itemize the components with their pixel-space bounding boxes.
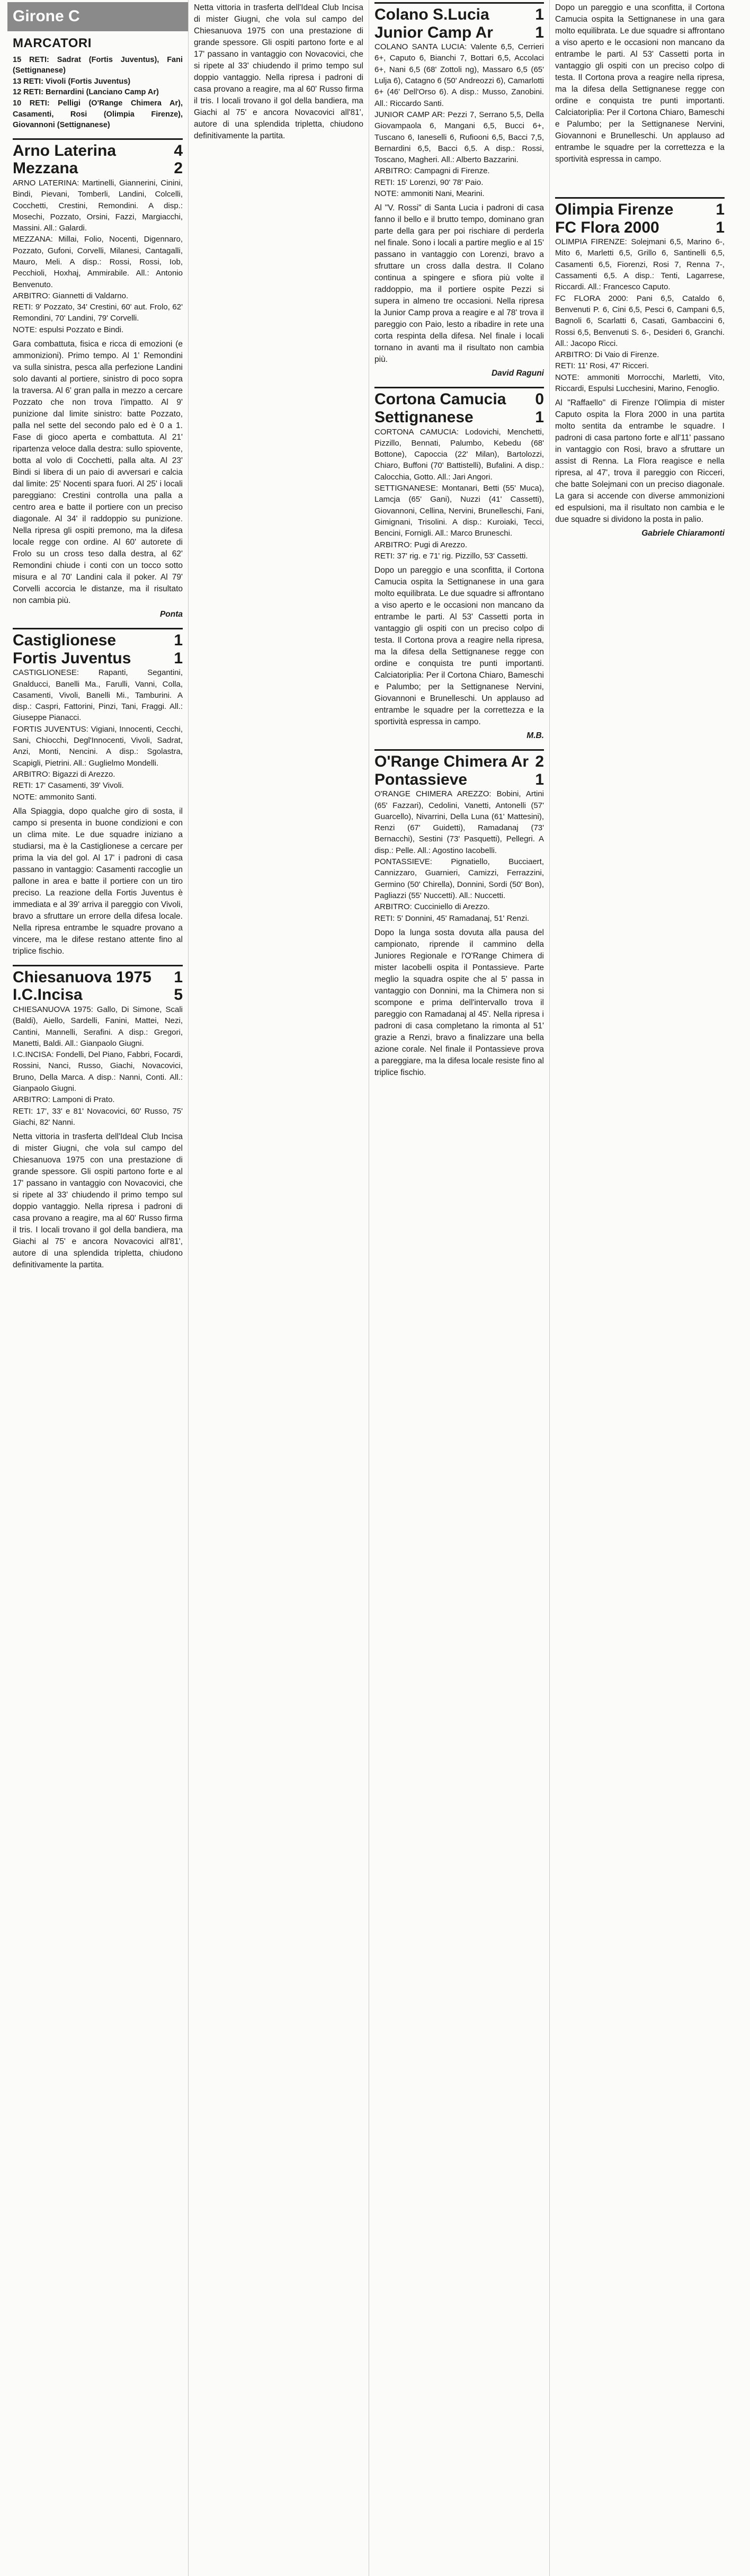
home-team: Castiglionese [13, 632, 117, 650]
home-team: Chiesanuova 1975 [13, 968, 151, 986]
home-team: Arno Laterina [13, 141, 117, 159]
byline: David Raguni [491, 369, 544, 378]
column-1 [7, 0, 188, 2576]
match-article: Alla Spiaggia, dopo qualche giro di sosta, il campo si presenta in buone condizioni e con un clima mite. Le due squadre iniziano a studiarsi, ma è la Castiglionese a cercare per prima la via del gol. Al 17' i padroni di casa passano in vantaggio: Casamenti raccoglie un pallone in area e batte il portiere con un tiro preciso. La reazione della Fortis Juventus è immediata e al 39' arriva il pareggio con Vivoli, bravo a sfruttare un errore della difesa locale. Nella ripresa entrambe le squadre provano a vincere, ma le difese restano attente fino al triplice fischio. [13, 806, 183, 956]
home-score: 1 [535, 6, 544, 23]
lineup-line: CORTONA CAMUCIA: Lodovichi, Menchetti, Pizzillo, Bennati, Palumbo, Kebedu (68' Bottone), Capoccia (22' Milan), Bartolozzi, Chiaro, Buffoni (70' Battistelli), Bufalini. A disp.: Calocchia, Gotto. All.: Jari Angori. [374, 427, 544, 482]
match-score [374, 387, 544, 426]
away-team: FC Flora 2000 [555, 218, 659, 236]
lineup-line: RETI: 17' Casamenti, 39' Vivoli. [13, 781, 124, 790]
home-score: 1 [174, 632, 183, 650]
home-team: Olimpia Firenze [555, 201, 674, 218]
scorers-line: 13 RETI: Vivoli (Fortis Juventus) [13, 77, 131, 86]
lineup-line: NOTE: ammonito Santi. [13, 792, 97, 802]
lineup-line: PONTASSIEVE: Pignatiello, Bucciaert, Cannizzaro, Guarnieri, Camizzi, Ferrazzini, Germino (50' Chirella), Donnini, Sordi (50' Bon), Pagliazzi (55' Nuccetti). All.: Nuccetti. [374, 857, 544, 900]
lineup-line: JUNIOR CAMP AR: Pezzi 7, Serrano 5,5, Della Giovampaola 6, Mangani 6,5, Bucci 6+, Tuscano 6, Ianeselli 6, Rufiooni 6,5, Bacci 7,5, Bernardini 6,5, Bacci 6,5. A disp.: Rossi, Toscano, Magheri. All.: Alberto Bazzarini. [374, 110, 544, 165]
match-score [374, 749, 544, 788]
match-report [555, 197, 725, 539]
lineups [374, 41, 544, 199]
home-team: O'Range Chimera Ar [374, 753, 529, 771]
lineup-line: NOTE: ammoniti Nani, Mearini. [374, 189, 485, 199]
home-score: 1 [174, 968, 183, 986]
lineup-line: RETI: 15' Lorenzi, 90' 78' Paio. [374, 177, 484, 187]
byline: Ponta [159, 610, 183, 619]
lineup-line: ARBITRO: Di Vaio di Firenze. [555, 350, 659, 360]
continued-article: Dopo un pareggio e una sconfitta, il Cortona Camucia ospita la Settignanese in una gara molto equilibrata. Le due squadre si affrontano a viso aperto e le occasioni non mancano da entrambe le parti. Al 53' Cassetti porta in vantaggio gli ospiti con un preciso colpo di testa. Il Cortona prova a reagire nella ripresa, ma la difesa della Settignanese regge con ordine e conquista tre punti importanti. Calciatoriplia: Per il Cortona Chiaro, Bameschi e Palumbo; per la Settignanese Nervini, Giovannoni e Brunelleschi. Un applauso ad entrambe le squadre per la correttezza e la sportività espressa in campo. [555, 3, 725, 164]
lineups [555, 236, 725, 394]
byline: Gabriele Chiaramonti [641, 529, 725, 538]
lineups [13, 177, 183, 335]
away-score: 1 [535, 770, 544, 788]
home-score: 1 [716, 201, 725, 218]
column-4 [549, 0, 730, 2576]
lineup-line: ARNO LATERINA: Martinelli, Giannerini, Cinini, Bindi, Pievani, Tomberli, Landini, Colcelli, Cocchetti, Crestini, Remondini. A disp.: Mosechi, Pozzato, Orsini, Fazzi, Margiacchi, Massini. All.: Galardi. [13, 178, 183, 233]
column-2 [188, 0, 369, 2576]
section-banner: Girone C [7, 2, 188, 31]
away-score: 5 [174, 986, 183, 1004]
lineup-line: RETI: 17', 33' e 81' Novacovici, 60' Russo, 75' Giachi, 82' Nanni. [13, 1106, 183, 1127]
lineups [374, 427, 544, 562]
lineup-line: SETTIGNANESE: Montanari, Betti (55' Muca), Lamcja (65' Gani), Nuzzi (41' Cassetti), Giovannoni, Cellina, Nervini, Brunelleschi, Fani, Gimignani, Trisolini. A disp.: Kuroiaki, Tecci, Bencini, Fornigli. All.: Marco Bruneschi. [374, 484, 544, 538]
column-3 [369, 0, 549, 2576]
away-team: Pontassieve [374, 770, 468, 788]
match-article: Dopo un pareggio e una sconfitta, il Cortona Camucia ospita la Settignanese in una gara molto equilibrata. Le due squadre si affrontano a viso aperto e le occasioni non mancano da entrambe le parti. Al 53' Cassetti porta in vantaggio gli ospiti con un preciso colpo di testa. Il Cortona prova a reagire nella ripresa, ma la difesa della Settignanese regge con ordine e conquista tre punti importanti. Calciatoriplia: Per il Cortona Chiaro, Bameschi e Palumbo; per la Settignanese Nervini, Giovannoni e Brunelleschi. Un applauso ad entrambe le squadre per la correttezza e la sportività espressa in campo. [374, 566, 544, 727]
lineup-line: ARBITRO: Giannetti di Valdarno. [13, 291, 129, 300]
away-score: 1 [174, 649, 183, 667]
match-report [13, 965, 183, 1271]
away-team: Mezzana [13, 159, 78, 177]
lineup-line: RETI: 9' Pozzato, 34' Crestini, 60' aut. Frolo, 62' Remondini, 70' Landini, 79' Corvelli. [13, 303, 183, 323]
away-team: I.C.Incisa [13, 986, 83, 1004]
scorers-title: MARCATORI [13, 35, 92, 50]
home-score: 0 [535, 390, 544, 408]
scorers-box [13, 34, 183, 131]
home-team: Cortona Camucia [374, 390, 506, 408]
match-article: Al "V. Rossi" di Santa Lucia i padroni di casa fanno il bello e il brutto tempo, dominano gran parte della gara per poi rischiare di perderla nel finale. Sono i locali a partire meglio e al 15' passano in vantaggio con Lorenzi, bravo a sfruttare un cross dalla destra. Il Colano continua a spingere e sfiora più volte il raddoppio, ma il portiere ospite Pezzi si supera in almeno tre occasioni. Nella ripresa la Junior Camp prova a reagire e al 78' trova il pareggio con Paio, lesto a ribadire in rete una corta respinta della difesa. Nel finale i locali tornano in avanti ma il risultato non cambia più. [374, 203, 544, 365]
match-report [374, 749, 544, 1079]
lineup-line: OLIMPIA FIRENZE: Solejmani 6,5, Marino 6-, Mito 6, Marletti 6,5, Grillo 6, Santinelli 6,5, Casamenti 6,5, Fiorenzi, Rosi 7, Renna 7-, Cassamenti 6,5. A disp.: Tenti, Lagarrese, Riccardi. All.: Francesco Caputo. [555, 237, 725, 292]
home-team: Colano S.Lucia [374, 6, 489, 23]
lineups [13, 1004, 183, 1128]
lineup-line: ARBITRO: Bigazzi di Arezzo. [13, 769, 115, 779]
lineup-line: I.C.INCISA: Fondelli, Del Piano, Fabbri, Focardi, Rossini, Nanci, Russo, Giachi, Novacovici, Bruno, Della Marca. A disp.: Nanni, Conti. All.: Gianpaolo Giugni. [13, 1050, 183, 1094]
away-team: Junior Camp Ar [374, 23, 493, 41]
lineup-line: ARBITRO: Lamponi di Prato. [13, 1095, 115, 1105]
away-team: Fortis Juventus [13, 649, 131, 667]
match-score [13, 138, 183, 177]
lineup-line: ARBITRO: Cucciniello di Arezzo. [374, 902, 490, 912]
match-article: Dopo la lunga sosta dovuta alla pausa del campionato, riprende il cammino della Juniores Regionale e l'O'Range Chimera di mister Iacobelli ospita il Pontassieve. Parte meglio la squadra ospite che al 5' passa in vantaggio con Donnini, ma la Chimera non si scompone e prima dell'intervallo trova il pareggio con Ramadanaj al 45'. Nella ripresa i padroni di casa completano la rimonta al 51' grazie a Renzi, bravo a finalizzare una bella azione corale. Nel finale il Pontassieve prova a pareggiare, ma la difesa locale resiste fino al triplice fischio. [374, 928, 544, 1077]
match-report [13, 138, 183, 620]
match-article: Al "Raffaello" di Firenze l'Olimpia di mister Caputo ospita la Flora 2000 in una partita molto sentita da entrambe le squadre. I padroni di casa partono forte e all'11' passano in vantaggio con Rosi, bravo a sfruttare un assist di Renna. La Flora reagisce e nella ripresa, al 47', trova il pareggio con Ricceri, che batte Solejmani con un preciso diagonale. La gara si accende con diverse ammonizioni ed espulsioni, ma il risultato non cambia e le due squadre si dividono la posta in palio. [555, 398, 725, 525]
away-score: 1 [716, 218, 725, 236]
lineup-line: CASTIGLIONESE: Rapanti, Segantini, Gnalducci, Banelli Ma., Farulli, Vanni, Colla, Casamenti, Vivoli, Banelli Mi., Tamburini. A disp.: Caspri, Fattorini, Pinzi, Tani, Fraggi. All.: Giuseppe Pianacci. [13, 668, 183, 723]
lineup-line: COLANO SANTA LUCIA: Valente 6,5, Cerrieri 6+, Caputo 6, Bianchi 7, Bottari 6,5, Accolaci 6+, Nani 6,5 (68' Zottoli ng), Massaro 6,5 (65' Lulja 6), Catagno 6 (50' Andreozzi 6), Camarlotti 6+ (46' Dell'Orso 6). A disp.: Musso, Zanobini. All.: Riccardo Santi. [374, 42, 544, 108]
lineup-line: MEZZANA: Millai, Folio, Nocenti, Digennaro, Pozzato, Gufoni, Corvelli, Milanesi, Cantagalli, Mauro, Meli. A disp.: Rossi, Rossi, Iob, Pecchioli, Hoxhaj, Ammirabile. All.: Antonio Benvenuto. [13, 235, 183, 289]
away-score: 1 [535, 23, 544, 41]
lineup-line: RETI: 5' Donnini, 45' Ramadanaj, 51' Renzi. [374, 913, 530, 923]
lineup-line: ARBITRO: Campagni di Firenze. [374, 166, 490, 176]
match-article: Netta vittoria in trasferta dell'Ideal Club Incisa di mister Giugni, che vola sul campo del Chiesanuova 1975 con una prestazione di grande spessore. Gli ospiti partono forte e al 17' passano in vantaggio con Novacovici, che si ripete al 33' chiudendo il primo tempo sul doppio vantaggio. Nella ripresa i padroni di casa provano a reagire, ma al 60' Russo firma il tris. I locali trovano il gol della bandiera, ma Giachi al 75' e ancora Novacovici all'81', autore di una splendida tripletta, chiudono definitivamente la partita. [13, 1132, 183, 1270]
away-score: 1 [535, 408, 544, 426]
lineup-line: NOTE: ammoniti Morrocchi, Marletti, Vito, Riccardi, Espulsi Lucchesini, Marino, Fenoglio. [555, 372, 725, 394]
home-score: 4 [174, 141, 183, 159]
match-score [555, 197, 725, 236]
lineup-line: O'RANGE CHIMERA AREZZO: Bobini, Artini (65' Fazzari), Cedolini, Vanetti, Antonelli (57' Guarcello), Nivarrini, Della Luna (61' Mattesini), Renzi (67' Guidetti), Ramadanaj (73' Bernacchi), Sestini (73' Pasquetti), Pellegri. A disp.: Pelle. All.: Agostino Iacobelli. [374, 789, 544, 855]
match-score [13, 965, 183, 1004]
away-score: 2 [174, 159, 183, 177]
lineups [13, 667, 183, 803]
scorers-line: 10 RETI: Pelligi (O'Range Chimera Ar), Casamenti, Rosi (Olimpia Firenze), Giovannoni (Settignanese) [13, 99, 183, 130]
scorers-line: 12 RETI: Bernardini (Lanciano Camp Ar) [13, 88, 159, 97]
match-article: Gara combattuta, fisica e ricca di emozioni (e ammonizioni). Primo tempo. Al 1' Remondini va sulla sinistra, pesca alla perfezione Landini solo davanti al portiere, sinistro di poco sopra la traversa. Al 6' gran palla in mezzo a cercare Pozzato che non trova l'impatto. Al 9' punizione dal limite sinistro: batte Pozzato, palla nel sette del secondo palo ed è 0 a 1. Fase di gioco aperta e combattuta. Al 21' ripartenza veloce dalla destra: sullo spiovente, botta al volo di Cocchetti, palla alta. Al 23' Bindi si libera di un paio di avversari e calcia dal limite: 25' Nocenti spara fuori. Al 25' i locali pareggiano: Crestini controlla una palla a centro area e batte il portiere con un preciso diagonale. Al 34' il raddoppio su punizione. Nella ripresa gli ospiti premono, ma la difesa locale regge con ordine. Al 60' autorete di Frolo su un cross teso dalla destra, al 62' Remondini chiude i conti con un tocco sotto misura e al 70' Landini cala il poker. Al 79' Corvelli accorcia le distanze, ma il risultato non cambia più. [13, 340, 183, 606]
lineup-line: RETI: 11' Rosi, 47' Ricceri. [555, 361, 649, 371]
lineup-line: FORTIS JUVENTUS: Vigiani, Innocenti, Cecchi, Sani, Chiocchi, Degl'Innocenti, Vivoli, Sadrat, Anzi, Monti, Nencini. A disp.: Sgolastra, Scapigli, Pietrini. All.: Guglielmo Mondelli. [13, 724, 183, 768]
lineup-line: NOTE: espulsi Pozzato e Bindi. [13, 325, 124, 334]
match-report [13, 628, 183, 957]
match-score [13, 628, 183, 667]
lineup-line: ARBITRO: Pugi di Arezzo. [374, 540, 468, 549]
continued-article: Netta vittoria in trasferta dell'Ideal Club Incisa di mister Giugni, che vola sul campo del Chiesanuova 1975 con una prestazione di grande spessore. Gli ospiti partono forte e al 17' passano in vantaggio con Novacovici, che si ripete al 33' chiudendo il primo tempo sul doppio vantaggio. Nella ripresa i padroni di casa provano a reagire, ma al 60' Russo firma il tris. I locali trovano il gol della bandiera, ma Giachi al 75' e ancora Novacovici all'81', autore di una splendida tripletta, chiudono definitivamente la partita. [194, 3, 363, 140]
lineup-line: RETI: 37' rig. e 71' rig. Pizzillo, 53' Cassetti. [374, 551, 528, 561]
match-score [374, 2, 544, 41]
home-score: 2 [535, 753, 544, 771]
match-report [374, 2, 544, 379]
lineup-line: CHIESANUOVA 1975: Gallo, Di Simone, Scali (Baldi), Aiello, Sardelli, Fanini, Mattei, Nezi, Cantini, Mannelli, Serafini. A disp.: Gregori, Manetti, Baldi. All.: Gianpaolo Giugni. [13, 1005, 183, 1048]
lineup-line: FC FLORA 2000: Pani 6,5, Cataldo 6, Benvenuti P. 6, Cini 6,5, Pesci 6, Campani 6,5, Bagnoli 6, Scarlatti 6, Casati, Gambaccini 6, Rossi 6,5, Benvenuti S. 6-, Desideri 6, Granchi. All.: Jacopo Ricci. [555, 294, 725, 348]
byline: M.B. [526, 731, 544, 741]
away-team: Settignanese [374, 408, 474, 426]
lineups [374, 788, 544, 924]
match-report [374, 387, 544, 742]
scorers-line: 15 RETI: Sadrat (Fortis Juventus), Fani (Settignanese) [13, 55, 183, 75]
